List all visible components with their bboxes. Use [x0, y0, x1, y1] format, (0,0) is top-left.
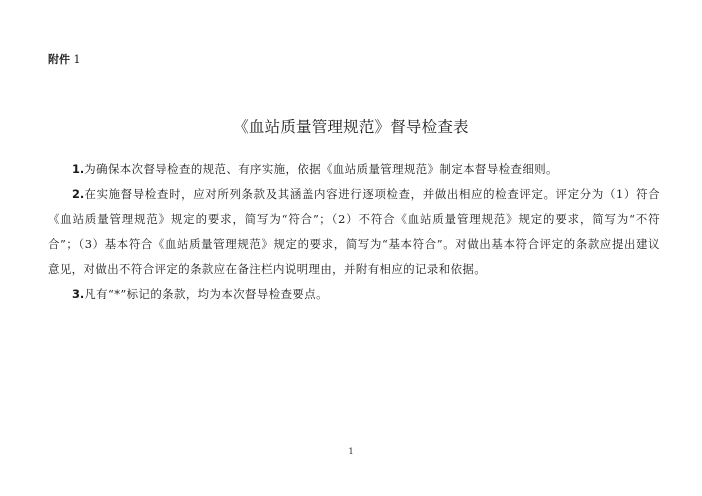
- page-number: 1: [348, 447, 354, 456]
- item-text: 为确保本次督导检查的规范、有序实施，依据《血站质量管理规范》制定本督导检查细则。: [84, 162, 558, 176]
- attachment-label: [48, 53, 81, 67]
- item-number: 2.: [72, 187, 85, 201]
- attachment-number: 1: [73, 53, 81, 66]
- instruction-item-1: [48, 157, 660, 182]
- item-text: 凡有“*”标记的条款，均为本次督导检查要点。: [84, 287, 328, 301]
- item-number: 3.: [72, 287, 85, 301]
- instruction-item-2: [48, 182, 660, 282]
- attachment-text: 附件: [48, 53, 70, 66]
- document-title: 《血站质量管理规范》督导检查表: [233, 118, 469, 136]
- item-number: 1.: [72, 162, 85, 176]
- item-text: 在实施督导检查时，应对所列条款及其涵盖内容进行逐项检查，并做出相应的检查评定。评定分为（1）符合《血站质量管理规范》规定的要求，简写为“符合”；（2）不符合《血站质量管理规范》规定的要求，简写为“不符合”；（3）基本符合《血站质量管理规范》规定的要求，简写为“基本符合”。对做出基本符合评定的条款应提出建议意见，对做出不符合评定的条款应在备注栏内说明理由，并附有相应的记录和依据。: [48, 187, 660, 276]
- instructions-body: [48, 157, 660, 307]
- instruction-item-3: [48, 282, 660, 307]
